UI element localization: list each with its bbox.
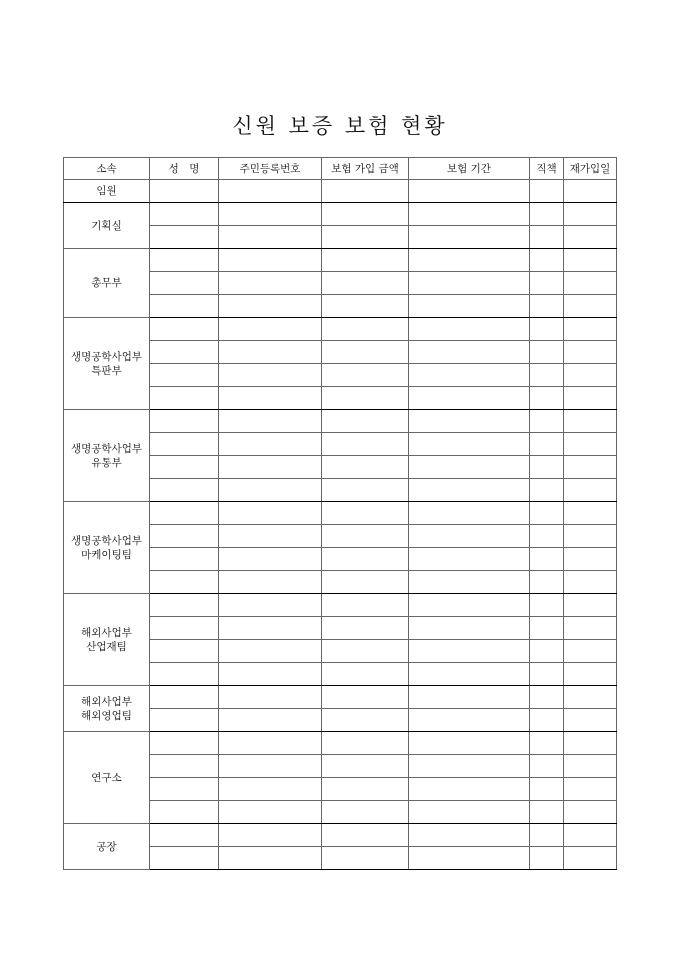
dept-cell: 생명공학사업부 마케이팅팀 <box>64 502 150 594</box>
insured-amount-cell[interactable] <box>322 732 409 755</box>
position-cell[interactable] <box>530 479 564 502</box>
resident-number-cell[interactable] <box>219 272 322 295</box>
insurance-period-cell[interactable] <box>409 410 530 433</box>
resident-number-cell[interactable] <box>219 410 322 433</box>
position-cell[interactable] <box>530 203 564 226</box>
name-cell[interactable] <box>150 364 219 387</box>
name-cell[interactable] <box>150 755 219 778</box>
insurance-period-cell[interactable] <box>409 709 530 732</box>
name-cell[interactable] <box>150 433 219 456</box>
insurance-status-table <box>63 157 617 870</box>
position-cell[interactable] <box>530 801 564 824</box>
header-row <box>64 158 617 180</box>
resident-number-cell[interactable] <box>219 318 322 341</box>
name-cell[interactable] <box>150 525 219 548</box>
insured-amount-cell[interactable] <box>322 456 409 479</box>
dept-cell: 연구소 <box>64 732 150 824</box>
position-cell[interactable] <box>530 226 564 249</box>
insurance-period-cell[interactable] <box>409 479 530 502</box>
header-insured-amount: 보험 가입 금액 <box>322 158 409 180</box>
header-insurance-period: 보험 기간 <box>409 158 530 180</box>
position-cell[interactable] <box>530 571 564 594</box>
insured-amount-cell[interactable] <box>322 341 409 364</box>
name-cell[interactable] <box>150 686 219 709</box>
insurance-period-cell[interactable] <box>409 778 530 801</box>
table-row <box>64 824 617 847</box>
resident-number-cell[interactable] <box>219 341 322 364</box>
table-body <box>64 180 617 870</box>
table-row <box>64 410 617 433</box>
renewal-date-cell[interactable] <box>564 433 617 456</box>
position-cell[interactable] <box>530 732 564 755</box>
position-cell[interactable] <box>530 663 564 686</box>
insured-amount-cell[interactable] <box>322 686 409 709</box>
name-cell[interactable] <box>150 226 219 249</box>
resident-number-cell[interactable] <box>219 686 322 709</box>
insurance-period-cell[interactable] <box>409 318 530 341</box>
insurance-period-cell[interactable] <box>409 249 530 272</box>
table-row <box>64 249 617 272</box>
insurance-period-cell[interactable] <box>409 824 530 847</box>
insurance-period-cell[interactable] <box>409 732 530 755</box>
resident-number-cell[interactable] <box>219 709 322 732</box>
renewal-date-cell[interactable] <box>564 456 617 479</box>
table-row <box>64 318 617 341</box>
name-cell[interactable] <box>150 180 219 203</box>
renewal-date-cell[interactable] <box>564 571 617 594</box>
renewal-date-cell[interactable] <box>564 479 617 502</box>
resident-number-cell[interactable] <box>219 226 322 249</box>
renewal-date-cell[interactable] <box>564 663 617 686</box>
insured-amount-cell[interactable] <box>322 203 409 226</box>
table-row <box>64 732 617 755</box>
resident-number-cell[interactable] <box>219 387 322 410</box>
position-cell[interactable] <box>530 249 564 272</box>
name-cell[interactable] <box>150 387 219 410</box>
name-cell[interactable] <box>150 663 219 686</box>
insurance-period-cell[interactable] <box>409 295 530 318</box>
name-cell[interactable] <box>150 272 219 295</box>
insurance-period-cell[interactable] <box>409 640 530 663</box>
dept-cell: 임원 <box>64 180 150 203</box>
position-cell[interactable] <box>530 778 564 801</box>
position-cell[interactable] <box>530 502 564 525</box>
insured-amount-cell[interactable] <box>322 525 409 548</box>
table-row <box>64 594 617 617</box>
name-cell[interactable] <box>150 456 219 479</box>
insurance-period-cell[interactable] <box>409 594 530 617</box>
name-cell[interactable] <box>150 249 219 272</box>
name-cell[interactable] <box>150 847 219 870</box>
resident-number-cell[interactable] <box>219 594 322 617</box>
insured-amount-cell[interactable] <box>322 318 409 341</box>
position-cell[interactable] <box>530 410 564 433</box>
insured-amount-cell[interactable] <box>322 479 409 502</box>
position-cell[interactable] <box>530 594 564 617</box>
position-cell[interactable] <box>530 456 564 479</box>
name-cell[interactable] <box>150 617 219 640</box>
position-cell[interactable] <box>530 387 564 410</box>
position-cell[interactable] <box>530 640 564 663</box>
resident-number-cell[interactable] <box>219 502 322 525</box>
insurance-period-cell[interactable] <box>409 387 530 410</box>
renewal-date-cell[interactable] <box>564 180 617 203</box>
dept-cell: 생명공학사업부 유통부 <box>64 410 150 502</box>
insurance-period-cell[interactable] <box>409 180 530 203</box>
insured-amount-cell[interactable] <box>322 548 409 571</box>
position-cell[interactable] <box>530 180 564 203</box>
resident-number-cell[interactable] <box>219 640 322 663</box>
insurance-period-cell[interactable] <box>409 847 530 870</box>
renewal-date-cell[interactable] <box>564 272 617 295</box>
dept-cell: 해외사업부 산업재팀 <box>64 594 150 686</box>
resident-number-cell[interactable] <box>219 456 322 479</box>
renewal-date-cell[interactable] <box>564 640 617 663</box>
header-resident-number: 주민등록번호 <box>219 158 322 180</box>
renewal-date-cell[interactable] <box>564 226 617 249</box>
insured-amount-cell[interactable] <box>322 226 409 249</box>
name-cell[interactable] <box>150 341 219 364</box>
insured-amount-cell[interactable] <box>322 663 409 686</box>
renewal-date-cell[interactable] <box>564 249 617 272</box>
name-cell[interactable] <box>150 203 219 226</box>
position-cell[interactable] <box>530 617 564 640</box>
resident-number-cell[interactable] <box>219 295 322 318</box>
resident-number-cell[interactable] <box>219 548 322 571</box>
insured-amount-cell[interactable] <box>322 364 409 387</box>
resident-number-cell[interactable] <box>219 249 322 272</box>
name-cell[interactable] <box>150 479 219 502</box>
renewal-date-cell[interactable] <box>564 410 617 433</box>
resident-number-cell[interactable] <box>219 778 322 801</box>
name-cell[interactable] <box>150 295 219 318</box>
header-position: 직책 <box>530 158 564 180</box>
position-cell[interactable] <box>530 525 564 548</box>
insured-amount-cell[interactable] <box>322 824 409 847</box>
insurance-period-cell[interactable] <box>409 203 530 226</box>
insurance-period-cell[interactable] <box>409 226 530 249</box>
renewal-date-cell[interactable] <box>564 801 617 824</box>
renewal-date-cell[interactable] <box>564 548 617 571</box>
table-row <box>64 686 617 709</box>
name-cell[interactable] <box>150 318 219 341</box>
insured-amount-cell[interactable] <box>322 847 409 870</box>
insurance-period-cell[interactable] <box>409 502 530 525</box>
dept-cell: 공장 <box>64 824 150 870</box>
position-cell[interactable] <box>530 272 564 295</box>
insured-amount-cell[interactable] <box>322 433 409 456</box>
name-cell[interactable] <box>150 709 219 732</box>
position-cell[interactable] <box>530 548 564 571</box>
resident-number-cell[interactable] <box>219 801 322 824</box>
renewal-date-cell[interactable] <box>564 502 617 525</box>
insurance-period-cell[interactable] <box>409 663 530 686</box>
insured-amount-cell[interactable] <box>322 180 409 203</box>
renewal-date-cell[interactable] <box>564 341 617 364</box>
dept-cell: 해외사업부 해외영업팀 <box>64 686 150 732</box>
insurance-period-cell[interactable] <box>409 456 530 479</box>
name-cell[interactable] <box>150 410 219 433</box>
insured-amount-cell[interactable] <box>322 387 409 410</box>
insured-amount-cell[interactable] <box>322 249 409 272</box>
insurance-period-cell[interactable] <box>409 433 530 456</box>
page-title: 신원 보증 보험 현황 <box>232 114 448 138</box>
insured-amount-cell[interactable] <box>322 709 409 732</box>
renewal-date-cell[interactable] <box>564 709 617 732</box>
table-row <box>64 502 617 525</box>
renewal-date-cell[interactable] <box>564 686 617 709</box>
renewal-date-cell[interactable] <box>564 755 617 778</box>
dept-cell: 생명공학사업부 특판부 <box>64 318 150 410</box>
position-cell[interactable] <box>530 709 564 732</box>
insurance-period-cell[interactable] <box>409 755 530 778</box>
resident-number-cell[interactable] <box>219 732 322 755</box>
name-cell[interactable] <box>150 571 219 594</box>
name-cell[interactable] <box>150 502 219 525</box>
header-name: 성 명 <box>150 158 219 180</box>
dept-cell: 기획실 <box>64 203 150 249</box>
resident-number-cell[interactable] <box>219 203 322 226</box>
resident-number-cell[interactable] <box>219 479 322 502</box>
renewal-date-cell[interactable] <box>564 847 617 870</box>
renewal-date-cell[interactable] <box>564 295 617 318</box>
renewal-date-cell[interactable] <box>564 364 617 387</box>
insurance-period-cell[interactable] <box>409 801 530 824</box>
resident-number-cell[interactable] <box>219 617 322 640</box>
position-cell[interactable] <box>530 847 564 870</box>
position-cell[interactable] <box>530 686 564 709</box>
position-cell[interactable] <box>530 755 564 778</box>
renewal-date-cell[interactable] <box>564 318 617 341</box>
renewal-date-cell[interactable] <box>564 203 617 226</box>
insured-amount-cell[interactable] <box>322 410 409 433</box>
position-cell[interactable] <box>530 364 564 387</box>
name-cell[interactable] <box>150 640 219 663</box>
position-cell[interactable] <box>530 433 564 456</box>
insurance-period-cell[interactable] <box>409 364 530 387</box>
renewal-date-cell[interactable] <box>564 617 617 640</box>
resident-number-cell[interactable] <box>219 571 322 594</box>
insured-amount-cell[interactable] <box>322 778 409 801</box>
insurance-period-cell[interactable] <box>409 686 530 709</box>
resident-number-cell[interactable] <box>219 824 322 847</box>
name-cell[interactable] <box>150 594 219 617</box>
insurance-period-cell[interactable] <box>409 272 530 295</box>
name-cell[interactable] <box>150 824 219 847</box>
name-cell[interactable] <box>150 548 219 571</box>
position-cell[interactable] <box>530 824 564 847</box>
insurance-period-cell[interactable] <box>409 617 530 640</box>
insured-amount-cell[interactable] <box>322 755 409 778</box>
position-cell[interactable] <box>530 341 564 364</box>
insured-amount-cell[interactable] <box>322 571 409 594</box>
insurance-period-cell[interactable] <box>409 341 530 364</box>
position-cell[interactable] <box>530 318 564 341</box>
resident-number-cell[interactable] <box>219 180 322 203</box>
position-cell[interactable] <box>530 295 564 318</box>
resident-number-cell[interactable] <box>219 433 322 456</box>
insurance-period-cell[interactable] <box>409 548 530 571</box>
insured-amount-cell[interactable] <box>322 502 409 525</box>
renewal-date-cell[interactable] <box>564 824 617 847</box>
table-row <box>64 203 617 226</box>
renewal-date-cell[interactable] <box>564 387 617 410</box>
insured-amount-cell[interactable] <box>322 617 409 640</box>
resident-number-cell[interactable] <box>219 364 322 387</box>
resident-number-cell[interactable] <box>219 755 322 778</box>
renewal-date-cell[interactable] <box>564 778 617 801</box>
renewal-date-cell[interactable] <box>564 732 617 755</box>
name-cell[interactable] <box>150 801 219 824</box>
renewal-date-cell[interactable] <box>564 525 617 548</box>
resident-number-cell[interactable] <box>219 847 322 870</box>
dept-cell: 총무부 <box>64 249 150 318</box>
insured-amount-cell[interactable] <box>322 640 409 663</box>
resident-number-cell[interactable] <box>219 663 322 686</box>
header-dept: 소속 <box>64 158 150 180</box>
header-renewal-date: 재가입일 <box>564 158 617 180</box>
name-cell[interactable] <box>150 732 219 755</box>
insured-amount-cell[interactable] <box>322 801 409 824</box>
renewal-date-cell[interactable] <box>564 594 617 617</box>
insured-amount-cell[interactable] <box>322 272 409 295</box>
insurance-period-cell[interactable] <box>409 571 530 594</box>
insurance-period-cell[interactable] <box>409 525 530 548</box>
insured-amount-cell[interactable] <box>322 295 409 318</box>
table-row <box>64 180 617 203</box>
insured-amount-cell[interactable] <box>322 594 409 617</box>
resident-number-cell[interactable] <box>219 525 322 548</box>
name-cell[interactable] <box>150 778 219 801</box>
